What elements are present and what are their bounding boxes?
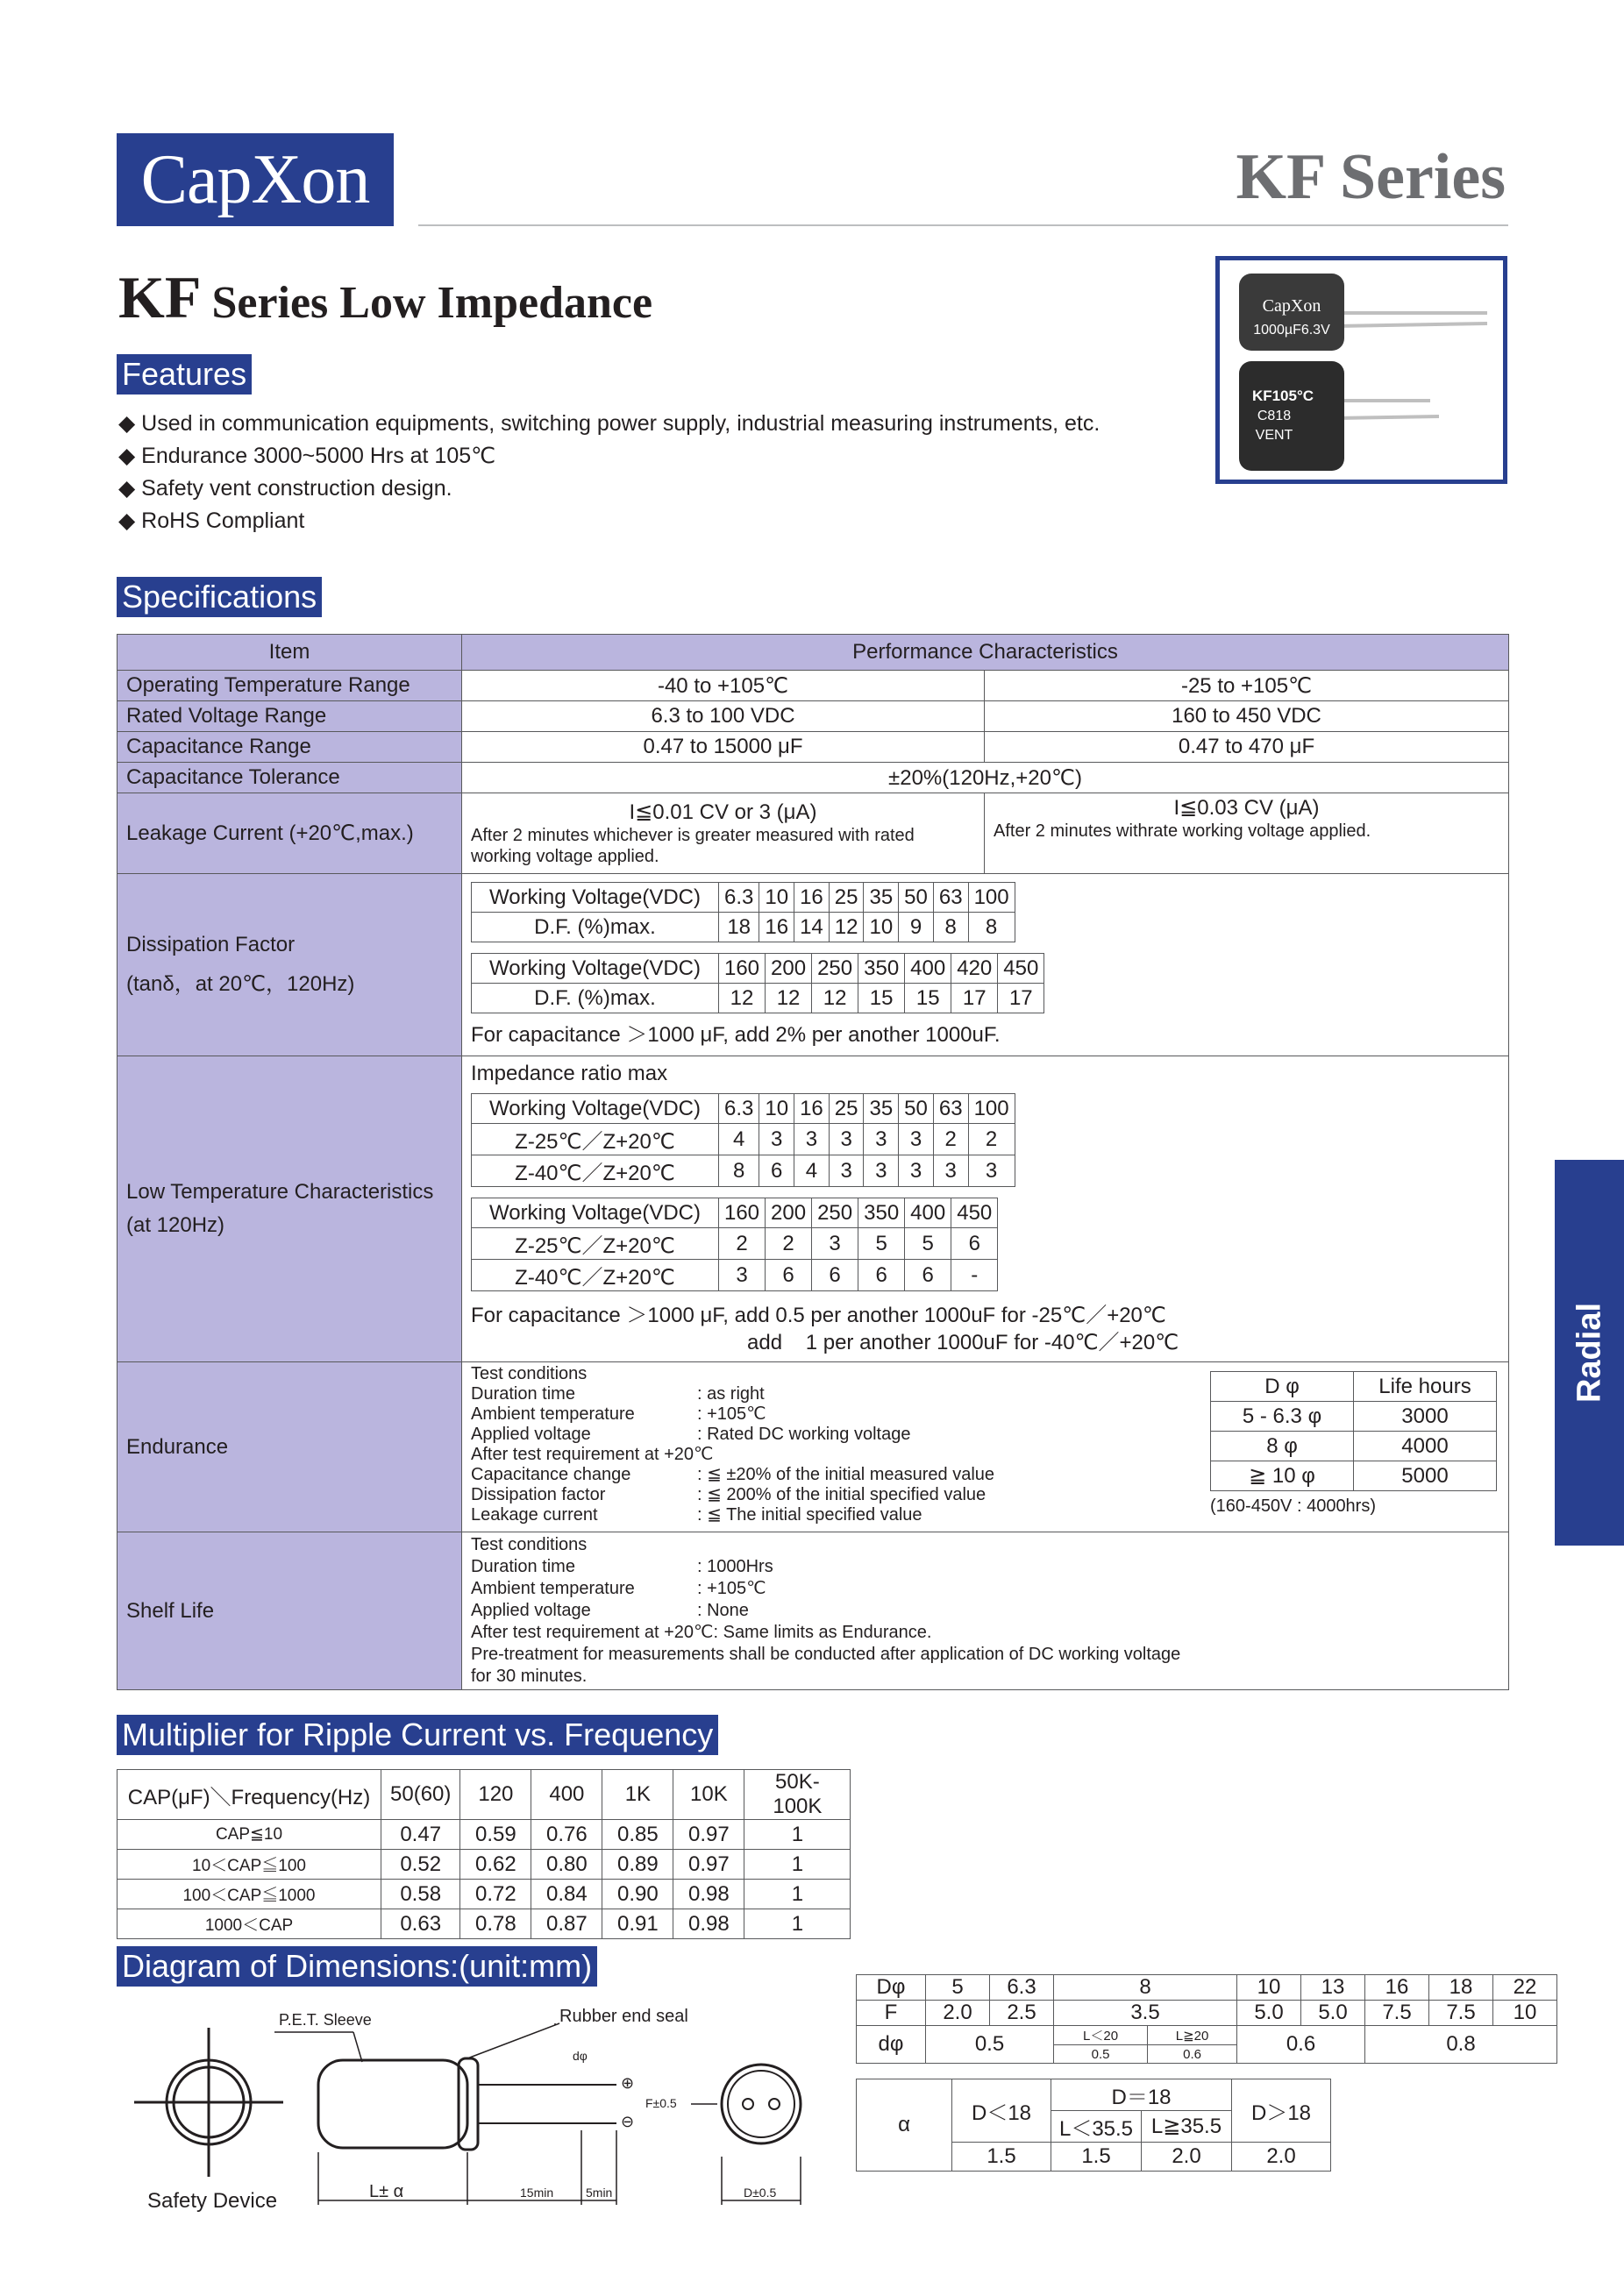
photo-cap2-vent: VENT [1255,428,1293,443]
lowtemp-z40-label: Z-40℃／Z+20℃ [472,1155,719,1187]
lowtemp-z25: 4 [718,1124,759,1155]
lowtemp-z40: 3 [899,1155,934,1187]
ripple-val: 0.80 [531,1850,602,1880]
ripple-val: 1 [744,1909,851,1939]
shelf-line [471,1556,1499,1578]
lowtemp-voltage: 16 [794,1094,830,1124]
label-minus: ⊖ [621,2113,635,2130]
header-divider [418,224,1508,226]
ripple-corner: CAP(μF)＼Frequency(Hz) [118,1770,381,1820]
life-hours: 3000 [1354,1402,1497,1432]
page-title [118,263,652,332]
spec-voltage-high: 160 to 450 VDC [985,701,1509,732]
lowtemp-voltage: 200 [766,1198,812,1228]
alpha-c2b: L≧35.5 [1142,2111,1232,2143]
feature-item: ◆ Used in communication equipments, switching power supply, industrial measuring instruments, etc. [118,408,1100,440]
alpha-c1: D＜18 [952,2079,1051,2143]
ripple-table [117,1769,851,1939]
spec-endurance-content [462,1362,1509,1532]
shelf-line-key: Ambient temperature [471,1579,635,1598]
df-voltage: 200 [766,954,812,984]
lowtemp-note2: add 1 per another 1000uF for -40℃／+20℃ [747,1331,1179,1354]
dim-d: 18 [1429,1975,1493,2001]
df-table-low-voltage [471,882,1015,942]
df-voltage: 450 [998,954,1044,984]
product-photo [1215,256,1507,484]
lowtemp-z25: 5 [905,1228,951,1260]
endurance-limit-key: Capacitance change [471,1465,631,1484]
lowtemp-z25: 3 [812,1228,858,1260]
alpha-c3: D＞18 [1232,2079,1331,2143]
lowtemp-z40: 6 [759,1155,794,1187]
dimension-table [856,1974,1557,2064]
shelf-pretreat-2: for 30 minutes. [471,1667,588,1686]
page-title-series: KF [118,264,202,331]
dim-dd-b-v1: 0.5 [1054,2045,1148,2064]
lowtemp-voltage: 63 [933,1094,968,1124]
spec-tolerance-value: ±20%(120Hz,+20℃) [462,763,1509,793]
lowtemp-z40: - [951,1260,998,1291]
shelf-line [471,1600,1499,1622]
ripple-val: 0.47 [381,1820,460,1850]
lowtemp-z40: 3 [829,1155,864,1187]
endurance-limit-value: : ≦ ±20% of the initial measured value [697,1465,995,1484]
life-d: 5 - 6.3 φ [1211,1402,1354,1432]
spec-op-temp-label: Operating Temperature Range [118,671,462,701]
life-hours-block [1210,1371,1497,1517]
df-voltage: 160 [718,954,765,984]
dim-f: 7.5 [1429,2001,1493,2026]
lowtemp-z25: 6 [951,1228,998,1260]
spec-voltage-label: Rated Voltage Range [118,701,462,732]
dim-dd-b-l1: L＜20 [1054,2026,1148,2045]
dim-d: 8 [1054,1975,1237,2001]
dim-dd-c: 0.6 [1237,2026,1365,2064]
lowtemp-z40: 3 [718,1260,765,1291]
lowtemp-z25: 2 [766,1228,812,1260]
df-value: 15 [858,984,905,1013]
lowtemp-z25: 2 [933,1124,968,1155]
df-value: 12 [718,984,765,1013]
df-max-label: D.F. (%)max. [472,984,719,1013]
lowtemp-wv-label: Working Voltage(VDC) [472,1094,719,1124]
df-value: 12 [766,984,812,1013]
life-hours-note: (160-450V : 4000hrs) [1210,1496,1377,1516]
capacitor-photo-illustration [1220,260,1503,480]
ripple-cap: 10＜CAP≦100 [118,1850,381,1880]
features-heading: Features [117,354,252,395]
ripple-val: 0.72 [460,1880,531,1909]
features-list [118,408,1100,537]
ripple-val: 1 [744,1820,851,1850]
df-value: 10 [864,913,899,942]
df-value: 8 [933,913,968,942]
alpha-v2a: 1.5 [1051,2143,1142,2172]
df-label-line2: (tanδ，at 20℃，120Hz) [126,972,355,996]
ripple-cap: 100＜CAP≦1000 [118,1880,381,1909]
leakage-high-formula: I≦0.03 CV (μA) [1173,796,1320,820]
shelf-after: After test requirement at +20℃: Same limits as Endurance. [471,1623,932,1642]
shelf-line-value: : None [697,1601,749,1620]
spec-leakage-high [985,793,1509,874]
ripple-val: 0.52 [381,1850,460,1880]
lowtemp-voltage: 450 [951,1198,998,1228]
ripple-val: 0.87 [531,1909,602,1939]
leakage-low-formula: I≦0.01 CV or 3 (μA) [629,800,817,824]
shelf-line-value: : 1000Hrs [697,1557,773,1576]
life-hours-table [1210,1371,1497,1491]
dim-f: 3.5 [1054,2001,1237,2026]
alpha-c2: D＝18 [1051,2079,1232,2111]
lowtemp-voltage: 35 [864,1094,899,1124]
endurance-line-key: Applied voltage [471,1425,591,1444]
lowtemp-wv-label: Working Voltage(VDC) [472,1198,719,1228]
spec-voltage-low: 6.3 to 100 VDC [462,701,985,732]
spec-capacitance-high: 0.47 to 470 μF [985,732,1509,763]
spec-df-label [118,874,462,1056]
label-plus: ⊕ [621,2074,635,2092]
lowtemp-voltage: 50 [899,1094,934,1124]
alpha-table [856,2079,1331,2172]
label-rubber-end-seal: Rubber end seal [559,2007,688,2026]
lowtemp-z40: 3 [968,1155,1015,1187]
endurance-line-key: Duration time [471,1384,575,1404]
lowtemp-z25-label: Z-25℃／Z+20℃ [472,1228,719,1260]
dim-row-f: F [857,2001,926,2026]
spec-lowtemp-label [118,1056,462,1362]
lowtemp-intro: Impedance ratio max [471,1062,668,1085]
life-hours: 5000 [1354,1461,1497,1491]
df-voltage: 25 [829,883,864,913]
label-pet-sleeve: P.E.T. Sleeve [279,2011,372,2029]
label-15min: 15min [520,2186,554,2200]
series-label: KF Series [1236,141,1506,213]
label-5min: 5min [586,2186,613,2200]
spec-leakage-label: Leakage Current (+20℃,max.) [118,793,462,874]
ripple-val: 1 [744,1850,851,1880]
ripple-val: 0.59 [460,1820,531,1850]
spec-df-content [462,874,1509,1056]
specifications-table [117,634,1509,1690]
dim-d: 16 [1365,1975,1429,2001]
df-value: 8 [968,913,1015,942]
capxon-logo: CapXon [117,133,394,226]
lowtemp-z25: 2 [968,1124,1015,1155]
df-voltage: 50 [899,883,934,913]
df-voltage: 250 [812,954,858,984]
dim-d: 5 [926,1975,990,2001]
lowtemp-label-line2: (at 120Hz) [126,1213,225,1237]
shelf-line-value: : +105℃ [697,1579,766,1598]
dim-f: 10 [1493,2001,1557,2026]
lowtemp-z25: 3 [794,1124,830,1155]
ripple-freq: 1K [602,1770,673,1820]
label-lead-spacing: F±0.5 [645,2096,677,2110]
endurance-line-value: : Rated DC working voltage [697,1425,911,1444]
lowtemp-voltage: 250 [812,1198,858,1228]
dim-f: 2.0 [926,2001,990,2026]
df-value: 17 [998,984,1044,1013]
lowtemp-z40: 4 [794,1155,830,1187]
dim-f: 5.0 [1237,2001,1301,2026]
dim-d: 6.3 [990,1975,1054,2001]
df-voltage: 6.3 [718,883,759,913]
life-col-hours: Life hours [1354,1372,1497,1402]
ripple-val: 0.84 [531,1880,602,1909]
dimension-diagram [117,1990,844,2236]
ripple-val: 0.97 [673,1850,744,1880]
lowtemp-z25: 3 [899,1124,934,1155]
df-voltage: 35 [864,883,899,913]
ripple-val: 0.78 [460,1909,531,1939]
ripple-val: 0.97 [673,1820,744,1850]
lowtemp-voltage: 160 [718,1198,765,1228]
photo-cap2-code: C818 [1257,409,1292,423]
df-wv-label: Working Voltage(VDC) [472,883,719,913]
lowtemp-z40: 6 [766,1260,812,1291]
df-voltage: 16 [794,883,830,913]
feature-item: ◆ Safety vent construction design. [118,473,1100,505]
df-table-high-voltage [471,953,1044,1013]
spec-tolerance-label: Capacitance Tolerance [118,763,462,793]
ripple-freq: 10K [673,1770,744,1820]
endurance-line-key: Ambient temperature [471,1404,635,1424]
photo-cap1-rating: 1000µF6.3V [1253,323,1330,338]
ripple-freq: 120 [460,1770,531,1820]
ripple-val: 0.63 [381,1909,460,1939]
alpha-v1: 1.5 [952,2143,1051,2172]
df-voltage: 350 [858,954,905,984]
dim-dd-a: 0.5 [926,2026,1054,2064]
df-voltage: 400 [905,954,951,984]
endurance-after: After test requirement at +20℃ [471,1445,714,1464]
df-value: 15 [905,984,951,1013]
spec-col-item: Item [118,635,462,671]
lowtemp-table-high-voltage [471,1198,998,1291]
lowtemp-z40: 6 [812,1260,858,1291]
shelf-pretreat: Pre-treatment for measurements shall be conducted after application of DC working voltage [471,1645,1181,1664]
lowtemp-voltage: 400 [905,1198,951,1228]
ripple-cap: 1000＜CAP [118,1909,381,1939]
lowtemp-table-low-voltage [471,1093,1015,1187]
feature-item: ◆ RoHS Compliant [118,505,1100,537]
lowtemp-z40: 6 [858,1260,905,1291]
dim-dd-d: 0.8 [1365,2026,1557,2064]
ripple-heading: Multiplier for Ripple Current vs. Frequency [117,1715,718,1755]
photo-cap2-series: KF105°C [1251,387,1314,404]
shelf-line [471,1578,1499,1600]
lowtemp-z40: 3 [933,1155,968,1187]
lowtemp-z25: 5 [858,1228,905,1260]
label-safety-device: Safety Device [147,2189,278,2213]
life-d: ≧ 10 φ [1211,1461,1354,1491]
lowtemp-z40: 3 [864,1155,899,1187]
ripple-freq: 50K-100K [744,1770,851,1820]
alpha-c2a: L＜35.5 [1051,2111,1142,2143]
lowtemp-voltage: 100 [968,1094,1015,1124]
spec-shelf-label: Shelf Life [118,1532,462,1690]
dim-d: 13 [1301,1975,1365,2001]
df-max-label: D.F. (%)max. [472,913,719,942]
spec-op-temp-low: -40 to +105℃ [462,671,985,701]
lowtemp-voltage: 350 [858,1198,905,1228]
endurance-limit-key: Leakage current [471,1505,598,1525]
lowtemp-voltage: 6.3 [718,1094,759,1124]
shelf-test-conditions: Test conditions [471,1535,588,1554]
dim-f: 5.0 [1301,2001,1365,2026]
life-d: 8 φ [1211,1432,1354,1461]
df-value: 9 [899,913,934,942]
df-wv-label: Working Voltage(VDC) [472,954,719,984]
life-col-d: D φ [1211,1372,1354,1402]
lowtemp-z40: 6 [905,1260,951,1291]
spec-capacitance-low: 0.47 to 15000 μF [462,732,985,763]
lowtemp-label-line1: Low Temperature Characteristics [126,1180,434,1204]
capacitor-body [318,2060,467,2148]
feature-item: ◆ Endurance 3000~5000 Hrs at 105℃ [118,440,1100,473]
ripple-freq: 50(60) [381,1770,460,1820]
label-diameter: D±0.5 [744,2186,777,2200]
lowtemp-voltage: 25 [829,1094,864,1124]
dim-dd-b-l2: L≧20 [1148,2026,1237,2045]
page-title-rest: Series Low Impedance [211,278,653,328]
ripple-val: 0.91 [602,1909,673,1939]
end-view-circle [722,2065,801,2143]
spec-endurance-label: Endurance [118,1362,462,1532]
df-value: 17 [951,984,998,1013]
df-value: 16 [759,913,794,942]
dim-d: 22 [1493,1975,1557,2001]
lowtemp-z25: 2 [718,1228,765,1260]
df-note: For capacitance ＞1000 μF, add 2% per another 1000uF. [471,1023,1001,1047]
endurance-line-value: : +105℃ [697,1404,766,1424]
ripple-val: 0.85 [602,1820,673,1850]
label-length: L± α [369,2182,404,2201]
endurance-test-conditions: Test conditions [471,1364,588,1383]
dim-f: 2.5 [990,2001,1054,2026]
lowtemp-z25-label: Z-25℃／Z+20℃ [472,1124,719,1155]
df-voltage: 100 [968,883,1015,913]
df-value: 14 [794,913,830,942]
ripple-val: 0.98 [673,1880,744,1909]
df-value: 12 [829,913,864,942]
spec-op-temp-high: -25 to +105℃ [985,671,1509,701]
alpha-v3: 2.0 [1232,2143,1331,2172]
specifications-heading: Specifications [117,577,322,617]
shelf-line-key: Applied voltage [471,1601,591,1620]
endurance-line-value: : as right [697,1384,765,1404]
photo-cap1-brand: CapXon [1262,296,1321,316]
dim-f: 7.5 [1365,2001,1429,2026]
spec-lowtemp-content [462,1056,1509,1362]
alpha-v2b: 2.0 [1142,2143,1232,2172]
ripple-val: 0.62 [460,1850,531,1880]
ripple-val: 0.90 [602,1880,673,1909]
leakage-high-note: After 2 minutes withrate working voltage applied. [994,821,1371,841]
lowtemp-z40-label: Z-40℃／Z+20℃ [472,1260,719,1291]
ripple-val: 1 [744,1880,851,1909]
ripple-val: 0.76 [531,1820,602,1850]
ripple-cap: CAP≦10 [118,1820,381,1850]
label-lead-diameter: dφ [573,2049,588,2063]
radial-side-tab-label: Radial [1571,1302,1607,1404]
dim-row-dd: dφ [857,2026,926,2064]
dim-dd-b-v2: 0.6 [1148,2045,1237,2064]
life-hours: 4000 [1354,1432,1497,1461]
df-value: 18 [718,913,759,942]
spec-capacitance-label: Capacitance Range [118,732,462,763]
df-label-line1: Dissipation Factor [126,933,296,956]
alpha-symbol: α [857,2079,952,2172]
df-value: 12 [812,984,858,1013]
lowtemp-z25: 3 [759,1124,794,1155]
df-voltage: 63 [933,883,968,913]
dim-row-d: Dφ [857,1975,926,2001]
df-voltage: 420 [951,954,998,984]
shelf-line-key: Duration time [471,1557,575,1576]
ripple-val: 0.89 [602,1850,673,1880]
leakage-low-note: After 2 minutes whichever is greater measured with rated working voltage applied. [471,826,915,866]
spec-col-performance: Performance Characteristics [462,635,1509,671]
ripple-val: 0.58 [381,1880,460,1909]
endurance-limit-value: : ≦ 200% of the initial specified value [697,1485,987,1504]
lowtemp-z40: 8 [718,1155,759,1187]
df-voltage: 10 [759,883,794,913]
spec-leakage-low [462,793,985,874]
lowtemp-z25: 3 [864,1124,899,1155]
dim-d: 10 [1237,1975,1301,2001]
lowtemp-voltage: 10 [759,1094,794,1124]
lowtemp-z25: 3 [829,1124,864,1155]
lowtemp-note1: For capacitance ＞1000 μF, add 0.5 per another 1000uF for -25℃／+20℃ [471,1304,1166,1327]
endurance-limit-key: Dissipation factor [471,1485,606,1504]
endurance-limit-value: : ≦ The initial specified value [697,1505,922,1525]
radial-side-tab [1555,1160,1624,1546]
ripple-val: 0.98 [673,1909,744,1939]
ripple-freq: 400 [531,1770,602,1820]
dimensions-heading: Diagram of Dimensions:(unit:mm) [117,1946,597,1987]
spec-shelf-content [462,1532,1509,1690]
